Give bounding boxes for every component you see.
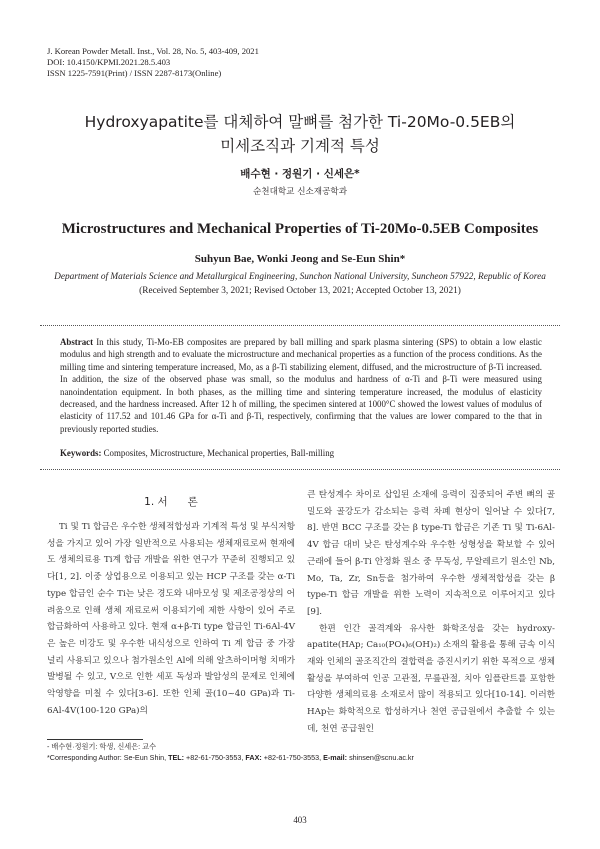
keywords-text: Composites, Microstructure, Mechanical properties, Ball-milling [103,448,335,458]
abstract-bottom-divider [40,469,560,470]
tel-label: TEL: [168,753,185,762]
footnote-author-status: - 배수현·정원기: 학생, 신세은: 교수 [47,742,157,751]
footnote-rule [47,739,143,740]
korean-authors: 배수현 · 정원기 · 신세은* [240,168,360,180]
footnote-corresponding [47,752,414,763]
page-number: 403 [293,815,307,825]
right-column [307,487,555,738]
abstract-label: Abstract [60,337,94,347]
keywords [60,448,542,458]
english-affiliation: Department of Materials Science and Metallurgical Engineering, Sunchon National University, Suncheon 57922, Republic of Korea [54,272,546,282]
korean-title [0,110,600,158]
journal-issn: ISSN 1225-7591(Print) / ISSN 2287-8173(Online) [47,68,222,79]
journal-info [47,46,259,80]
footnote-corresponding-author: *Corresponding Author: Se-Eun Shin, [47,753,169,762]
email-label: E-mail: [323,753,348,762]
fax-label: FAX: [245,753,262,762]
english-authors: Suhyun Bae, Wonki Jeong and Se-Eun Shin* [194,253,406,265]
tel-value: +82-61-750-3553, [184,753,246,762]
journal-doi: DOI: 10.4150/KPMI.2021.28.5.403 [47,57,171,68]
email-value: shinsen@scnu.ac.kr [347,753,414,762]
received-dates: (Received September 3, 2021; Revised October 13, 2021; Accepted October 13, 2021) [139,286,461,296]
body-paragraph: 큰 탄성계수 차이로 삽입된 소재에 응력이 집중되어 주변 뼈의 골밀도와 골강도가 감소되는 응력 차폐 현상이 일어날 수 있다[7, 8]. 반면 BCC 구조를 갖는 β type-Ti 합금은 기존 Ti 및 Ti-6Al-4V 합금 대비 낮은 탄성계수와 우수한 성형성을 확보할 수 있어 근래에 들어 β-Ti 안정화 원소 중 무독성, 무알레르기 원소인 Nb, Mo, Ta, Zr, Sn등을 첨가하여 우수한 생체적합성을 갖는 β type-Ti 합금 개발을 위한 노력이 지속적으로 이루어지고 있다[9]. [307,490,555,617]
korean-title-line2: 미세조직과 기계적 특성 [220,137,380,155]
footnotes [47,741,414,763]
body-paragraph: Ti 및 Ti 합금은 우수한 생체적합성과 기계적 특성 및 부식저항성을 가지고 있어 가장 일반적으로 사용되는 생체재료로써 현재에도 생체의료용 Ti계 합금 개발을 위한 연구가 꾸준히 진행되고 있다[1, 2]. 이중 상업용으로 이용되고 있는 HCP 구조를 갖는 α-Ti type 합금인 순수 Ti는 낮은 경도와 내마모성 및 제조공정상의 어려움으로 인해 생체 재료로써 이용되기에 제한 사항이 있어 주로 합금화하여 사용하고 있다. 현재 α+β-Ti type 합금인 Ti-6Al-4V은 높은 비강도 및 우수한 내식성으로 인하여 Ti 계 합금 중 가장 널리 사용되고 있으나 첨가원소인 Al에 의해 알츠하이머형 치매가 발병될 수 있고, V으로 인한 세포 독성과 발암성의 문제로 인체에 악영향을 미칠 수 있다[3-6]. 또한 인체 골(10~40 GPa)과 Ti-6Al-4V(100-120 GPa)의 [47,522,295,716]
abstract-text: In this study, Ti-Mo-EB composites are prepared by ball milling and spark plasma sintering (SPS) to obtain a low elastic modulus and high strength and to evaluate the microstructure and mechanical properties as a function of the process conditions. As the milling time and sintering temperature increased, Mo, as a β-Ti stabilizing element, diffused, and the microstructure of β-Ti increased. In addition, the size of the observed phase was small, so the modulus and hardness of α-Ti and β-Ti were measured using nanoindentation equipment. In both phases, as the milling time and sintering temperature increased, the modulus of elasticity decreased, and the hardness increased. After 12 h of milling, the specimen sintered at 1000°C showed the lowest values of modulus of elasticity of 117.52 and 101.46 GPa for α-Ti and β-Ti, respectively, confirming that the values are lower compared to the that in previously reported studies. [60,337,542,434]
left-column [47,519,295,719]
keywords-label: Keywords: [60,448,102,458]
abstract [60,336,542,435]
journal-citation: J. Korean Powder Metall. Inst., Vol. 28, No. 5, 403-409, 2021 [47,46,259,56]
korean-affiliation: 순천대학교 신소재공학과 [252,187,348,197]
section-heading: 1. 서 론 [144,496,198,508]
abstract-top-divider [40,325,560,326]
body-paragraph: 한편 인간 골격계와 유사한 화학조성을 갖는 hydroxy-apatite(HAp; Ca₁₀(PO₄)₆(OH)₂) 소재의 활용을 통해 금속 이식재와 인체의 골조직간의 결합력을 증진시키기 위한 목적으로 생체활성을 부여하여 인공 고관절, 무릎관절, 치아 임플란트를 포함한 다양한 생체의료용 소재로서 많이 적용되고 있다[10-14]. 이러한 HAp는 화학적으로 합성하거나 천연 공급원에서 추출할 수 있는데, 천연 공급원인 [307,623,555,734]
korean-title-line1: Hydroxyapatite를 대체하여 말뼈를 첨가한 Ti-20Mo-0.5EB의 [84,113,516,131]
fax-value: +82-61-750-3553, [261,753,324,762]
english-title: Microstructures and Mechanical Properties of Ti-20Mo-0.5EB Composites [61,221,539,237]
